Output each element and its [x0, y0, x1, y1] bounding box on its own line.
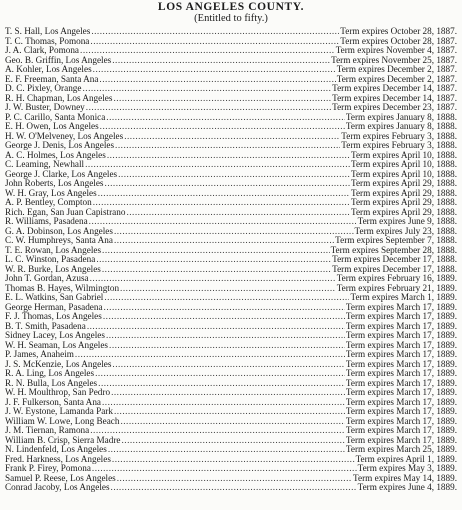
- member-row: [5, 160, 457, 170]
- term-expiry: Term expires September 7, 1888.: [335, 236, 457, 245]
- dot-leader: [115, 141, 340, 151]
- term-expiry: Term expires April 1, 1889.: [355, 454, 457, 464]
- dot-leader: [102, 398, 345, 408]
- member-row: [5, 255, 457, 265]
- member-row: [5, 246, 457, 256]
- dot-leader: [93, 198, 350, 208]
- dot-leader: [124, 132, 340, 142]
- dot-leader: [82, 84, 331, 94]
- dot-leader: [109, 341, 345, 351]
- dot-leader: [120, 417, 344, 427]
- member-row: [5, 236, 457, 246]
- dot-leader: [100, 122, 345, 132]
- member-row: [5, 341, 457, 351]
- term-expiry: Term expires March 17, 1889.: [345, 312, 457, 321]
- member-row: [5, 417, 457, 427]
- member-row: [5, 303, 457, 313]
- dot-leader: [112, 56, 330, 66]
- member-name: John Roberts, Los Angeles: [5, 179, 104, 188]
- member-name: Fred. Harkness, Los Angeles: [5, 454, 111, 464]
- member-row: [5, 398, 457, 408]
- member-row: [5, 56, 457, 66]
- member-name: J. A. Clark, Pomona: [5, 46, 80, 55]
- term-expiry: Term expires December 2, 1887.: [336, 74, 457, 84]
- dot-leader: [102, 246, 330, 256]
- member-name: J. W. Buster, Downey: [5, 103, 85, 112]
- member-row: [5, 170, 457, 180]
- term-expiry: Term expires November 25, 1887.: [331, 55, 457, 65]
- member-row: [5, 312, 457, 322]
- term-expiry: Term expires December 2, 1887.: [336, 65, 457, 74]
- member-name: W. R. Burke, Los Angeles: [5, 264, 101, 274]
- term-expiry: Term expires May 3, 1889.: [357, 464, 457, 473]
- member-name: W. H. Moulthrop, San Pedro: [5, 388, 111, 397]
- member-row: [5, 322, 457, 332]
- member-row: [5, 217, 457, 227]
- dot-leader: [90, 274, 336, 284]
- member-row: [5, 27, 457, 37]
- member-name: Samuel P. Reese, Los Angeles: [5, 473, 116, 483]
- member-name: A. P. Bentley, Compton: [5, 198, 92, 207]
- member-row: [5, 350, 457, 360]
- term-expiry: Term expires December 14, 1887.: [332, 93, 457, 103]
- dot-leader: [108, 445, 345, 455]
- term-expiry: Term expires March 17, 1889.: [345, 378, 457, 388]
- member-name: R. N. Bulla, Los Angeles: [5, 378, 98, 388]
- member-row: [5, 189, 457, 199]
- member-name: Frank P. Firey, Pomona: [5, 464, 91, 473]
- dot-leader: [106, 331, 345, 341]
- dot-leader: [106, 113, 345, 123]
- term-expiry: Term expires May 14, 1889.: [353, 473, 457, 483]
- member-name: R. H. Chapman, Los Angeles: [5, 93, 113, 103]
- member-name: William W. Lowe, Long Beach: [5, 416, 120, 426]
- member-name: E. F. Freeman, Santa Ana: [5, 74, 99, 84]
- member-name: J. F. Fulkerson, Santa Ana: [5, 397, 101, 407]
- term-expiry: Term expires October 28, 1887.: [340, 27, 457, 36]
- dot-leader: [111, 388, 345, 398]
- term-expiry: Term expires March 25, 1889.: [345, 445, 457, 454]
- term-expiry: Term expires September 28, 1888.: [330, 245, 457, 255]
- member-row: [5, 113, 457, 123]
- dot-leader: [89, 217, 357, 227]
- member-row: [5, 331, 457, 341]
- member-name: Conrad Jacoby, Los Angeles: [5, 483, 110, 492]
- member-name: A. Kohler, Los Angeles: [5, 65, 92, 74]
- dot-leader: [90, 426, 345, 436]
- member-row: [5, 94, 457, 104]
- member-row: [5, 455, 457, 465]
- member-row: [5, 464, 457, 474]
- term-expiry: Term expires December 17, 1888.: [332, 264, 457, 274]
- member-row: [5, 65, 457, 75]
- member-row: [5, 208, 457, 218]
- term-expiry: Term expires March 17, 1889.: [345, 407, 457, 416]
- member-row: [5, 483, 457, 493]
- dot-leader: [93, 65, 336, 75]
- member-row: [5, 103, 457, 113]
- dot-leader: [104, 293, 349, 303]
- member-name: George J. Clarke, Los Angeles: [5, 169, 118, 179]
- member-name: Sidney Lacey, Los Angeles: [5, 331, 105, 340]
- term-expiry: Term expires February 21, 1889.: [336, 283, 457, 293]
- member-row: [5, 379, 457, 389]
- member-name: D. C. Pixley, Orange: [5, 84, 82, 93]
- member-name: T. C. Thomas, Pomona: [5, 36, 90, 46]
- member-row: [5, 37, 457, 47]
- member-name: N. Lindenfeld, Los Angeles: [5, 445, 107, 454]
- member-list: [5, 27, 457, 493]
- member-name: T. E. Rowan, Los Angeles: [5, 245, 102, 255]
- member-row: [5, 227, 457, 237]
- term-expiry: Term expires March 17, 1889.: [345, 340, 457, 350]
- member-name: W. H. Gray, Los Angeles: [5, 188, 97, 198]
- term-expiry: Term expires April 10, 1888.: [350, 160, 457, 169]
- term-expiry: Term expires December 23, 1887.: [332, 103, 457, 112]
- dot-leader: [107, 151, 350, 161]
- term-expiry: Term expires February 16, 1889.: [336, 274, 457, 283]
- member-name: P. James, Anaheim: [5, 350, 74, 359]
- term-expiry: Term expires December 17, 1888.: [332, 255, 457, 264]
- dot-leader: [80, 46, 335, 56]
- term-expiry: Term expires March 17, 1889.: [345, 388, 457, 397]
- term-expiry: Term expires June 4, 1889.: [357, 483, 457, 492]
- term-expiry: Term expires April 29, 1888.: [350, 179, 457, 188]
- member-row: [5, 360, 457, 370]
- member-name: G. A. Dobinson, Los Angeles: [5, 226, 113, 236]
- dot-leader: [114, 407, 345, 417]
- term-expiry: Term expires January 8, 1888.: [345, 112, 457, 122]
- term-expiry: Term expires April 29, 1888.: [350, 188, 457, 198]
- term-expiry: Term expires April 10, 1888.: [350, 150, 457, 160]
- dot-leader: [86, 103, 331, 113]
- member-row: [5, 46, 457, 56]
- dot-leader: [98, 379, 345, 389]
- term-expiry: Term expires March 17, 1889.: [345, 321, 457, 331]
- dot-leader: [87, 322, 345, 332]
- member-name: E. H. Owen, Los Angeles: [5, 122, 99, 131]
- dot-leader: [98, 189, 350, 199]
- term-expiry: Term expires November 4, 1887.: [335, 46, 457, 55]
- member-row: [5, 284, 457, 294]
- member-row: [5, 75, 457, 85]
- member-name: R. A. Ling, Los Angeles: [5, 369, 95, 378]
- dot-leader: [117, 474, 352, 484]
- term-expiry: Term expires March 1, 1889.: [350, 293, 457, 302]
- member-row: [5, 198, 457, 208]
- member-row: [5, 436, 457, 446]
- term-expiry: Term expires March 17, 1889.: [345, 435, 457, 445]
- term-expiry: Term expires March 17, 1889.: [345, 331, 457, 340]
- dot-leader: [121, 436, 344, 446]
- dot-leader: [118, 170, 350, 180]
- member-name: J. M. Tiernan, Ramona: [5, 426, 90, 435]
- dot-leader: [102, 265, 331, 275]
- dot-leader: [105, 179, 350, 189]
- member-name: George J. Denis, Los Angeles: [5, 141, 115, 150]
- dot-leader: [95, 369, 345, 379]
- member-name: R. Williams, Pasadena: [5, 217, 88, 226]
- term-expiry: Term expires April 29, 1888.: [350, 198, 457, 207]
- member-row: [5, 407, 457, 417]
- member-row: [5, 445, 457, 455]
- member-row: [5, 274, 457, 284]
- member-name: T. S. Hall, Los Angeles: [5, 27, 91, 36]
- member-name: A. C. Holmes, Los Angeles: [5, 150, 106, 160]
- term-expiry: Term expires February 3, 1888.: [341, 131, 457, 141]
- dot-leader: [92, 464, 357, 474]
- member-name: John T. Gordan, Azusa: [5, 274, 89, 283]
- member-name: Thomas B. Hayes, Wilmington: [5, 283, 120, 293]
- member-row: [5, 122, 457, 132]
- member-name: Geo. B. Griffin, Los Angeles: [5, 55, 112, 65]
- term-expiry: Term expires March 17, 1889.: [345, 350, 457, 359]
- member-row: [5, 474, 457, 484]
- county-subtitle: (Entitled to fifty.): [194, 13, 268, 24]
- member-name: L. C. Winston, Pasadena: [5, 255, 96, 264]
- term-expiry: Term expires December 14, 1887.: [332, 84, 457, 93]
- dot-leader: [120, 284, 336, 294]
- dot-leader: [114, 236, 334, 246]
- member-name: C. W. Humphreys, Santa Ana: [5, 236, 113, 245]
- member-row: [5, 369, 457, 379]
- dot-leader: [111, 483, 357, 493]
- member-row: [5, 426, 457, 436]
- term-expiry: Term expires April 10, 1888.: [350, 169, 457, 179]
- term-expiry: Term expires March 17, 1889.: [345, 416, 457, 426]
- county-title: LOS ANGELES COUNTY.: [157, 1, 305, 13]
- dot-leader: [104, 303, 345, 313]
- member-name: W. H. Seaman, Los Angeles: [5, 340, 109, 350]
- member-name: C. Leaming, Newhall: [5, 160, 85, 169]
- member-name: J. S. McKenzie, Los Angeles: [5, 359, 112, 369]
- member-name: Rich. Egan, San Juan Capistrano: [5, 207, 126, 217]
- dot-leader: [113, 94, 331, 104]
- dot-leader: [85, 160, 350, 170]
- member-name: George Herman, Pasadena: [5, 302, 103, 312]
- member-row: [5, 293, 457, 303]
- dot-leader: [112, 360, 344, 370]
- term-expiry: Term expires February 3, 1888.: [341, 141, 457, 150]
- member-name: B. T. Smith, Pasadena: [5, 321, 86, 331]
- term-expiry: Term expires January 8, 1888.: [345, 122, 457, 131]
- dot-leader: [91, 27, 339, 37]
- term-expiry: Term expires June 9, 1888.: [357, 217, 457, 226]
- term-expiry: Term expires October 28, 1887.: [340, 36, 457, 46]
- term-expiry: Term expires April 29, 1888.: [350, 207, 457, 217]
- member-row: [5, 151, 457, 161]
- member-name: E. L. Watkins, San Gabriel: [5, 293, 104, 302]
- member-row: [5, 141, 457, 151]
- term-expiry: Term expires March 17, 1889.: [345, 426, 457, 435]
- term-expiry: Term expires March 17, 1889.: [345, 397, 457, 407]
- term-expiry: Term expires March 17, 1889.: [345, 359, 457, 369]
- member-row: [5, 84, 457, 94]
- dot-leader: [90, 37, 339, 47]
- dot-leader: [126, 208, 350, 218]
- dot-leader: [112, 455, 355, 465]
- member-name: F. J. Thomas, Los Angeles: [5, 312, 102, 321]
- term-expiry: Term expires March 17, 1889.: [345, 302, 457, 312]
- member-row: [5, 132, 457, 142]
- term-expiry: Term expires March 17, 1889.: [345, 369, 457, 378]
- dot-leader: [103, 312, 345, 322]
- member-row: [5, 265, 457, 275]
- member-name: J. W. Eystone, Lamanda Park: [5, 407, 113, 416]
- term-expiry: Term expires July 23, 1888.: [354, 226, 457, 236]
- dot-leader: [99, 75, 335, 85]
- member-name: P. C. Carillo, Santa Monica: [5, 112, 106, 122]
- member-name: William B. Crisp, Sierra Madre: [5, 435, 121, 445]
- member-name: H. W. O'Melveney, Los Angeles: [5, 131, 124, 141]
- dot-leader: [96, 255, 331, 265]
- dot-leader: [114, 227, 354, 237]
- member-row: [5, 179, 457, 189]
- dot-leader: [75, 350, 345, 360]
- member-row: [5, 388, 457, 398]
